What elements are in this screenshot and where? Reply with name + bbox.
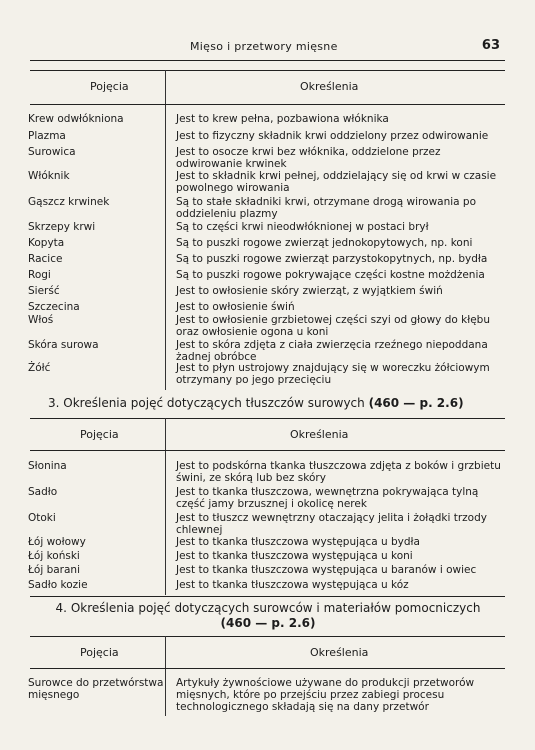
definition-cell: Jest to tkanka tłuszczowa, wewnętrzna pokrywająca tylną część jamy brzusznej i okolicę nerek bbox=[176, 486, 479, 510]
term-cell: Szczecina bbox=[28, 301, 80, 313]
definition-cell: Jest to osocze krwi bez włóknika, oddzielone przez odwirowanie krwinek bbox=[176, 146, 441, 170]
term-cell: Sadło kozie bbox=[28, 579, 88, 591]
definition-cell: Jest to owłosienie skóry zwierząt, z wyjątkiem świń bbox=[176, 285, 443, 297]
section-heading: Określenia pojęć dotyczących tłuszczów surowych bbox=[63, 396, 365, 410]
term-cell: Kopyta bbox=[28, 237, 65, 249]
table3-top-rule bbox=[30, 636, 505, 637]
term-cell: Gąszcz krwinek bbox=[28, 196, 110, 208]
term-cell: Plazma bbox=[28, 130, 66, 142]
term-cell: Żółć bbox=[28, 362, 51, 374]
term-cell: Łój wołowy bbox=[28, 536, 86, 548]
header-rule bbox=[30, 60, 505, 61]
table2-col-def: Określenia bbox=[290, 428, 349, 441]
table1-col-term: Pojęcia bbox=[90, 80, 129, 93]
section-3-title bbox=[48, 396, 464, 410]
table3-col-term: Pojęcia bbox=[80, 646, 119, 659]
page-number: 63 bbox=[481, 38, 500, 53]
definition-cell: Jest to owłosienie świń bbox=[176, 301, 295, 313]
definition-cell: Jest to tłuszcz wewnętrzny otaczający jelita i żołądki trzody chlewnej bbox=[176, 512, 487, 536]
definition-cell: Jest to podskórna tkanka tłuszczowa zdjęta z boków i grzbietu świni, ze skórą lub bez skóry bbox=[176, 460, 501, 484]
term-cell: Łój barani bbox=[28, 564, 81, 576]
section-4-title bbox=[48, 601, 488, 631]
table2-header-rule bbox=[30, 450, 505, 451]
section-reference: (460 — p. 2.6) bbox=[368, 396, 464, 410]
definition-cell: Jest to skóra zdjęta z ciała zwierzęcia rzeźnego niepoddana żadnej obróbce bbox=[176, 339, 488, 363]
definition-cell: Są to puszki rogowe zwierząt parzystokopytnych, np. bydła bbox=[176, 253, 488, 265]
term-cell: Skrzepy krwi bbox=[28, 221, 96, 233]
definition-cell: Jest to tkanka tłuszczowa występująca u koni bbox=[176, 550, 413, 562]
section-reference: (460 — p. 2.6) bbox=[220, 616, 316, 630]
definition-cell: Jest to składnik krwi pełnej, oddzielający się od krwi w czasie powolnego wirowania bbox=[176, 170, 497, 194]
term-cell: Rogi bbox=[28, 269, 51, 281]
term-cell: Łój koński bbox=[28, 550, 80, 562]
table1-top-rule bbox=[30, 70, 505, 71]
term-cell: Włóknik bbox=[28, 170, 70, 182]
definition-cell: Jest to płyn ustrojowy znajdujący się w woreczku żółciowym otrzymany po jego przecięciu bbox=[176, 362, 490, 386]
definition-cell: Są to puszki rogowe pokrywające części kostne możdżenia bbox=[176, 269, 485, 281]
table2-col-term: Pojęcia bbox=[80, 428, 119, 441]
term-cell: Sadło bbox=[28, 486, 58, 498]
definition-cell: Są to stałe składniki krwi, otrzymane drogą wirowania po oddzieleniu plazmy bbox=[176, 196, 477, 220]
table1-col-def: Określenia bbox=[300, 80, 359, 93]
definition-cell: Jest to tkanka tłuszczowa występująca u baranów i owiec bbox=[176, 564, 477, 576]
term-cell: Skóra surowa bbox=[28, 339, 99, 351]
section-heading: Określenia pojęć dotyczących surowców i materiałów pomocniczych bbox=[70, 601, 481, 615]
definition-cell: Jest to tkanka tłuszczowa występująca u kóz bbox=[176, 579, 409, 591]
table2-top-rule bbox=[30, 418, 505, 419]
term-cell: Racice bbox=[28, 253, 63, 265]
table3-header-rule bbox=[30, 668, 505, 669]
definition-cell: Jest to fizyczny składnik krwi oddzielony przez odwirowanie bbox=[176, 130, 489, 142]
section-number: 4. bbox=[55, 601, 67, 615]
definition-cell: Są to części krwi nieodwłóknionej w postaci brył bbox=[176, 221, 429, 233]
term-cell: Surowica bbox=[28, 146, 76, 158]
running-title: Mięso i przetwory mięsne bbox=[190, 40, 338, 53]
table3-divider bbox=[165, 636, 166, 716]
term-cell: Włoś bbox=[28, 314, 54, 326]
table1-header-rule bbox=[30, 104, 505, 105]
term-cell: Krew odwłókniona bbox=[28, 113, 124, 125]
table2-bottom-rule bbox=[30, 596, 505, 597]
term-cell: Słonina bbox=[28, 460, 67, 472]
table3-col-def: Określenia bbox=[310, 646, 369, 659]
term-cell: Surowce do przetwórstwa mięsnego bbox=[28, 677, 164, 701]
definition-cell: Jest to tkanka tłuszczowa występująca u bydła bbox=[176, 536, 420, 548]
term-cell: Sierść bbox=[28, 285, 60, 297]
definition-cell: Są to puszki rogowe zwierząt jednokopytowych, np. koni bbox=[176, 237, 473, 249]
definition-cell: Artykuły żywnościowe używane do produkcji przetworów mięsnych, które po przejściu przez zabiegi procesu technologicznego składają się na dany przetwór bbox=[176, 677, 475, 713]
definition-cell: Jest to krew pełna, pozbawiona włóknika bbox=[176, 113, 389, 125]
term-cell: Otoki bbox=[28, 512, 56, 524]
definition-cell: Jest to owłosienie grzbietowej części szyi od głowy do kłębu oraz owłosienie ogona u koni bbox=[176, 314, 490, 338]
page-header bbox=[30, 38, 510, 58]
section-number: 3. bbox=[48, 396, 60, 410]
